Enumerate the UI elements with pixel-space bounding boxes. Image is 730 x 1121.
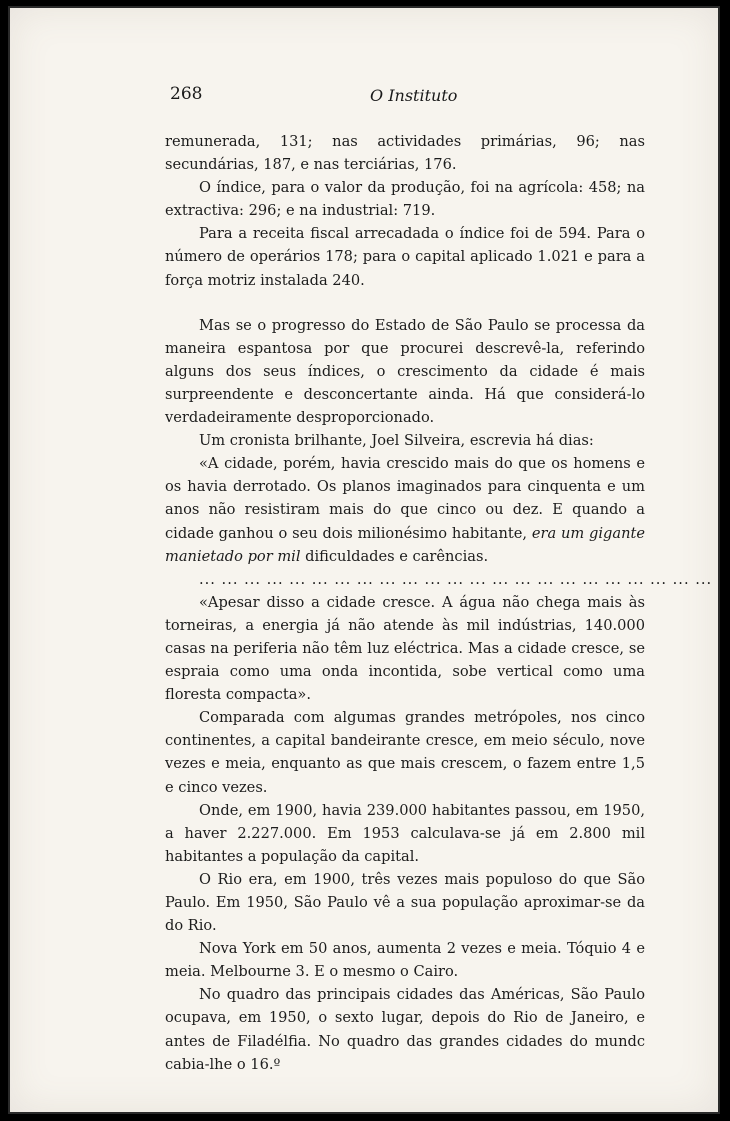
quote-1-text: «A cidade, porém, havia crescido mais do que os homens e os havia derrotado. Os planos imaginados para cinquenta e um anos não resistiram mais do que cinco ou dez. E quando a cidade ganhou o seu dois milionésimo habitante, — [165, 455, 645, 542]
paragraph-population: Onde, em 1900, havia 239.000 habitantes passou, em 1950, a haver 2.227.000. Em 1953 calculava-se já em 2.800 mil habitantes a população da capital. — [165, 801, 645, 865]
page-number: 268 — [170, 84, 203, 104]
paragraph-ranking: No quadro das principais cidades das Américas, São Paulo ocupava, em 1950, o sexto lugar, depois do Rio de Janeiro, e antes de Filadélfia. No quadro das grandes cidades do mundc cabia-lhe o 16.º — [165, 986, 645, 1073]
section-gap — [165, 292, 645, 314]
paragraph-rio: O Rio era, em 1900, três vezes mais populoso do que São Paulo. Em 1950, São Paulo vê a sua população aproximar-se da do Rio. — [165, 870, 645, 935]
paragraph-production-index: O índice, para o valor da produção, foi na agrícola: 458; na extractiva: 296; e na industrial: 719. — [165, 179, 645, 220]
quote-1-end: dificuldades e carências. — [300, 547, 489, 565]
paragraph-chronicler: Um cronista brilhante, Joel Silveira, escrevia há dias: — [199, 432, 594, 450]
paragraph-continuation: remunerada, 131; nas actividades primárias, 96; nas secundárias, 187, e nas terciárias, 176. — [165, 133, 645, 174]
quote-1-italic: era um gigante manietado por mil — [165, 524, 645, 565]
paragraph-metropoles: Comparada com algumas grandes metrópoles, nos cinco continentes, a capital bandeirante cresce, em meio século, nove vezes e meia, enquanto as que mais crescem, o fazem entre 1,5 e cinco vezes. — [165, 709, 645, 796]
paragraph-city-growth: Mas se o progresso do Estado de São Paulo se processa da maneira espantosa por que procurei descrevê-la, referindo alguns dos seus índices, o crescimento da cidade é mais surpreendente e desconcertante ainda. Há que considerá-lo verdadeiramente desproporcionado. — [165, 316, 645, 427]
book-page — [8, 6, 720, 1114]
body-text — [165, 130, 713, 1076]
paragraph-fiscal-index: Para a receita fiscal arrecadada o índice foi de 594. Para o número de operários 178; para o capital aplicado 1.021 e para a força motriz instalada 240. — [165, 225, 645, 289]
paragraph-quote-1 — [165, 452, 645, 567]
page-header — [10, 84, 718, 108]
paragraph-quote-2: «Apesar disso a cidade cresce. A água não chega mais às torneiras, a energia já não atende às mil indústrias, 140.000 casas na periferia não têm luz eléctrica. Mas a cidade cresce, se espraia como uma onda incontida, sobe vertical como uma floresta compacta». — [165, 593, 645, 704]
running-title: O Instituto — [370, 86, 458, 105]
ellipsis-line: ... ... ... ... ... ... ... ... ... ... ... ... ... ... ... ... ... ... ... ... ... ... ... — [199, 570, 713, 588]
paragraph-world-cities: Nova York em 50 anos, aumenta 2 vezes e meia. Tóquio 4 e meia. Melbourne 3. E o mesmo o Cairo. — [165, 940, 645, 981]
